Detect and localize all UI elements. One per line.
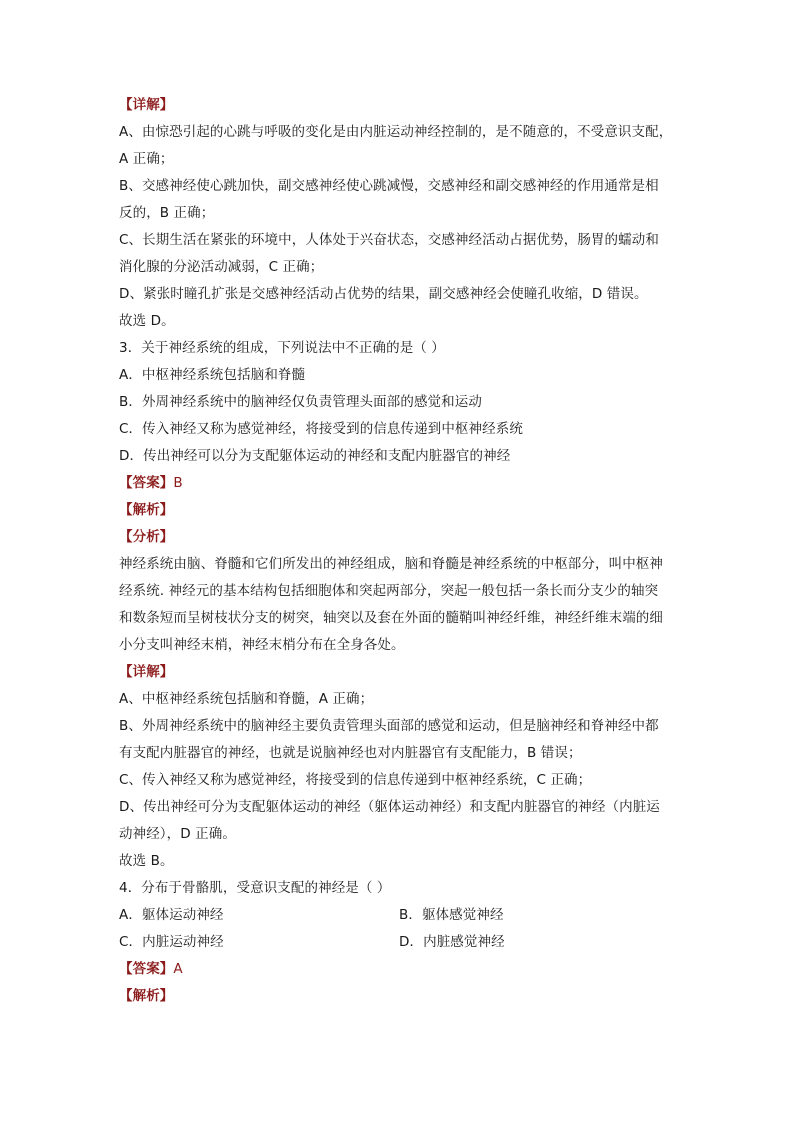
question-4-stem: 4．分布于骨骼肌，受意识支配的神经是（ ） <box>119 880 391 896</box>
detail-line: B、外周神经系统中的脑神经主要负责管理头面部的感觉和运动，但是脑神经和脊神经中都 <box>119 718 659 734</box>
answer-label: 【答案】 <box>119 961 174 977</box>
detail-heading: 【详解】 <box>119 97 174 113</box>
question-3-option-b: B．外周神经系统中的脑神经仅负责管理头面部的感觉和运动 <box>119 394 482 410</box>
detail-line: D、紧张时瞳孔扩张是交感神经活动占优势的结果，副交感神经会使瞳孔收缩，D 错误。 <box>119 286 648 302</box>
question-4-options-row-2 <box>119 929 679 956</box>
detail-line: A、中枢神经系统包括脑和脊髓，A 正确； <box>119 691 374 707</box>
detail-line: 反的，B 正确； <box>119 205 215 221</box>
question-4-option-c: C．内脏运动神经 <box>119 934 224 950</box>
question-4-option-b: B．躯体感觉神经 <box>399 907 504 923</box>
question-3-stem: 3．关于神经系统的组成，下列说法中不正确的是（ ） <box>119 340 445 356</box>
answer-value: A <box>173 961 183 977</box>
detail-line: 故选 B。 <box>119 853 174 869</box>
detail-line: A、由惊恐引起的心跳与呼吸的变化是由内脏运动神经控制的，是不随意的，不受意识支配， <box>119 124 673 140</box>
question-4-option-a: A．躯体运动神经 <box>119 907 224 923</box>
detail-line: B、交感神经使心跳加快，副交感神经使心跳减慢，交感神经和副交感神经的作用通常是相 <box>119 178 659 194</box>
detail-line: 故选 D。 <box>119 313 175 329</box>
detail-line: C、传入神经又称为感觉神经，将接受到的信息传递到中枢神经系统，C 正确； <box>119 772 592 788</box>
detail-line: D、传出神经可分为支配躯体运动的神经（躯体运动神经）和支配内脏器官的神经（内脏运 <box>119 799 660 815</box>
question-3-option-c: C．传入神经又称为感觉神经，将接受到的信息传递到中枢神经系统 <box>119 421 523 437</box>
jiexi-heading: 【解析】 <box>119 988 174 1004</box>
question-4-options-row-1 <box>119 902 679 929</box>
answer-value: B <box>173 475 183 491</box>
page-content <box>119 92 679 1010</box>
detail-line: 动神经），D 正确。 <box>119 826 236 842</box>
analysis-line: 和数条短而呈树枝状分支的树突，轴突以及套在外面的髓鞘叫神经纤维，神经纤维末端的细 <box>119 610 663 626</box>
question-3-answer <box>119 470 679 497</box>
answer-label: 【答案】 <box>119 475 174 491</box>
analysis-heading: 【分析】 <box>119 529 174 545</box>
question-3-option-a: A．中枢神经系统包括脑和脊髓 <box>119 367 306 383</box>
detail-line: 有支配内脏器官的神经，也就是说脑神经也对内脏器官有支配能力，B 错误； <box>119 745 582 761</box>
detail-line: 消化腺的分泌活动减弱，C 正确； <box>119 259 324 275</box>
analysis-line: 经系统. 神经元的基本结构包括细胞体和突起两部分，突起一般包括一条长而分支少的轴突 <box>119 583 659 599</box>
detail-line: C、长期生活在紧张的环境中，人体处于兴奋状态，交感神经活动占据优势，肠胃的蠕动和 <box>119 232 659 248</box>
question-4-option-d: D．内脏感觉神经 <box>399 934 505 950</box>
analysis-line: 神经系统由脑、脊髓和它们所发出的神经组成，脑和脊髓是神经系统的中枢部分，叫中枢神 <box>119 556 663 572</box>
question-3-option-d: D．传出神经可以分为支配躯体运动的神经和支配内脏器官的神经 <box>119 448 511 464</box>
analysis-line: 小分支叫神经末梢，神经末梢分布在全身各处。 <box>119 637 405 653</box>
jiexi-heading: 【解析】 <box>119 502 174 518</box>
detail-line: A 正确； <box>119 151 174 167</box>
detail-heading: 【详解】 <box>119 664 174 680</box>
question-4-answer <box>119 956 679 983</box>
